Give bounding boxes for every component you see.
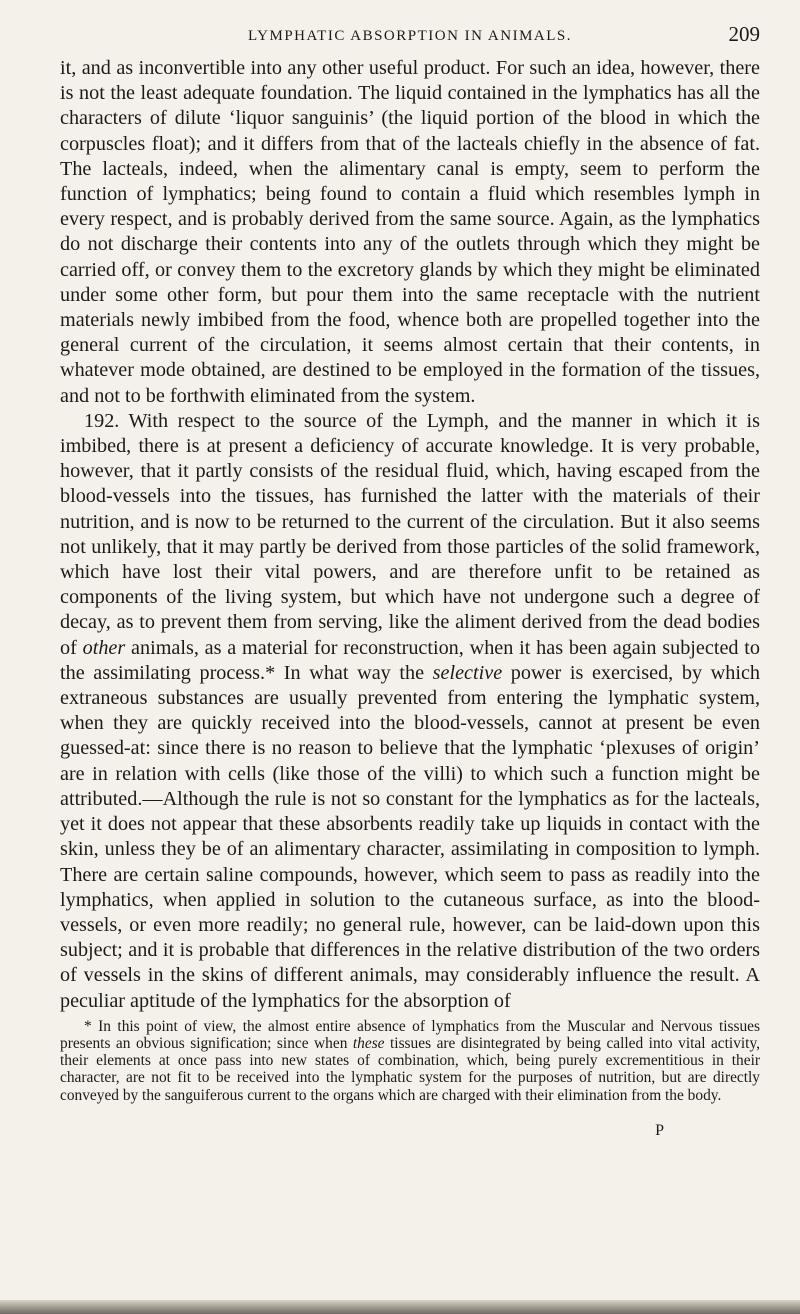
footnote [60, 1018, 760, 1104]
page-header [60, 22, 760, 56]
emphasis-selective: selective [432, 661, 503, 684]
body-text [60, 56, 760, 1014]
page-number: 209 [728, 22, 760, 46]
paragraph-192-text-b: animals, as a material for reconstruction, when it has been again subjected to the assimilating process.* In what way the [60, 636, 760, 684]
paragraph-1: it, and as inconvertible into any other useful product. For such an idea, however, there is not the least adequate foundation. The liquid contained in the lymphatics has all the characters of dilute ‘liquor sanguinis’ (the liquid portion of the blood in which the corpuscles float); and it differs from that of the lacteals chiefly in the absence of fat. The lacteals, indeed, when the alimentary canal is empty, seem to perform the function of lymphatics; being found to contain a fluid which resembles lymph in every respect, and is probably derived from the same source. Again, as the lymphatics do not discharge their contents into any of the outlets through which they might be carried off, or convey them to the excretory glands by which they might be eliminated under some other form, but pour them into the same receptacle with the nutrient materials newly imbibed from the food, whence both are propelled together into the general current of the circulation, it seems almost certain that their contents, in whatever mode obtained, are destined to be employed in the formation of the tissues, and not to be forthwith eliminated from the system. [60, 57, 760, 407]
book-page [60, 22, 760, 1140]
running-head: LYMPHATIC ABSORPTION IN ANIMALS. [247, 28, 573, 44]
page-bottom-edge [0, 1300, 800, 1314]
signature-mark: P [655, 1121, 664, 1139]
paragraph-192-text-c: power is exercised, by which extraneous substances are usually prevented from entering the lymphatic system, when they are quickly received into the blood-vessels, cannot at present be even guessed-at: since there is no reason to believe that the lymphatic ‘plexuses of origin’ are in relation with cells (like those of the villi) to which such a function might be attributed.—Although the rule is not so constant for the lymphatics as for the lacteals, yet it does not appear that these absorbents readily take up liquids in contact with the skin, unless they be of an alimentary character, assimilating in composition to lymph. There are certain saline compounds, however, which seem to pass as readily into the lymphatics, when applied in solution to the cutaneous surface, as into the blood-vessels, or even more readily; no general rule, however, can be laid-down upon this subject; and it is probable that differences in the relative distribution of the two orders of vessels in the skins of different animals, may considerably influence the result. A peculiar aptitude of the lymphatics for the absorption of [60, 661, 760, 1012]
footnote-text-a: * In this point of view, the almost entire absence of lymphatics from the Muscular and Nervous tissues presents an obvious signification; since when [60, 1017, 760, 1052]
footnote-emphasis: these [352, 1034, 385, 1052]
emphasis-other: other [82, 636, 126, 659]
paragraph-192 [60, 409, 760, 1014]
paragraph-192-text-a: 192. With respect to the source of the Lymph, and the manner in which it is imbibed, there is at present a deficiency of accurate knowledge. It is very probable, however, that it partly consists of the residual fluid, which, having escaped from the blood-vessels into the tissues, has furnished the latter with the materials of their nutrition, and is now to be returned to the current of the circulation. But it also seems not unlikely, that it may partly be derived from those particles of the solid framework, which have lost their vital powers, and are therefore unfit to be retained as components of the living system, but which have not undergone such a degree of decay, as to prevent them from serving, like the aliment derived from the dead bodies of [60, 409, 760, 659]
footnote-text-b: tissues are disintegrated by being called into vital activity, their elements at once pass into new states of combination, which, being purely excrementitious in their character, are not fit to be received into the lymphatic system for the purposes of nutrition, but are directly conveyed by the sanguiferous current to the organs which are charged with their elimination from the body. [60, 1034, 760, 1104]
